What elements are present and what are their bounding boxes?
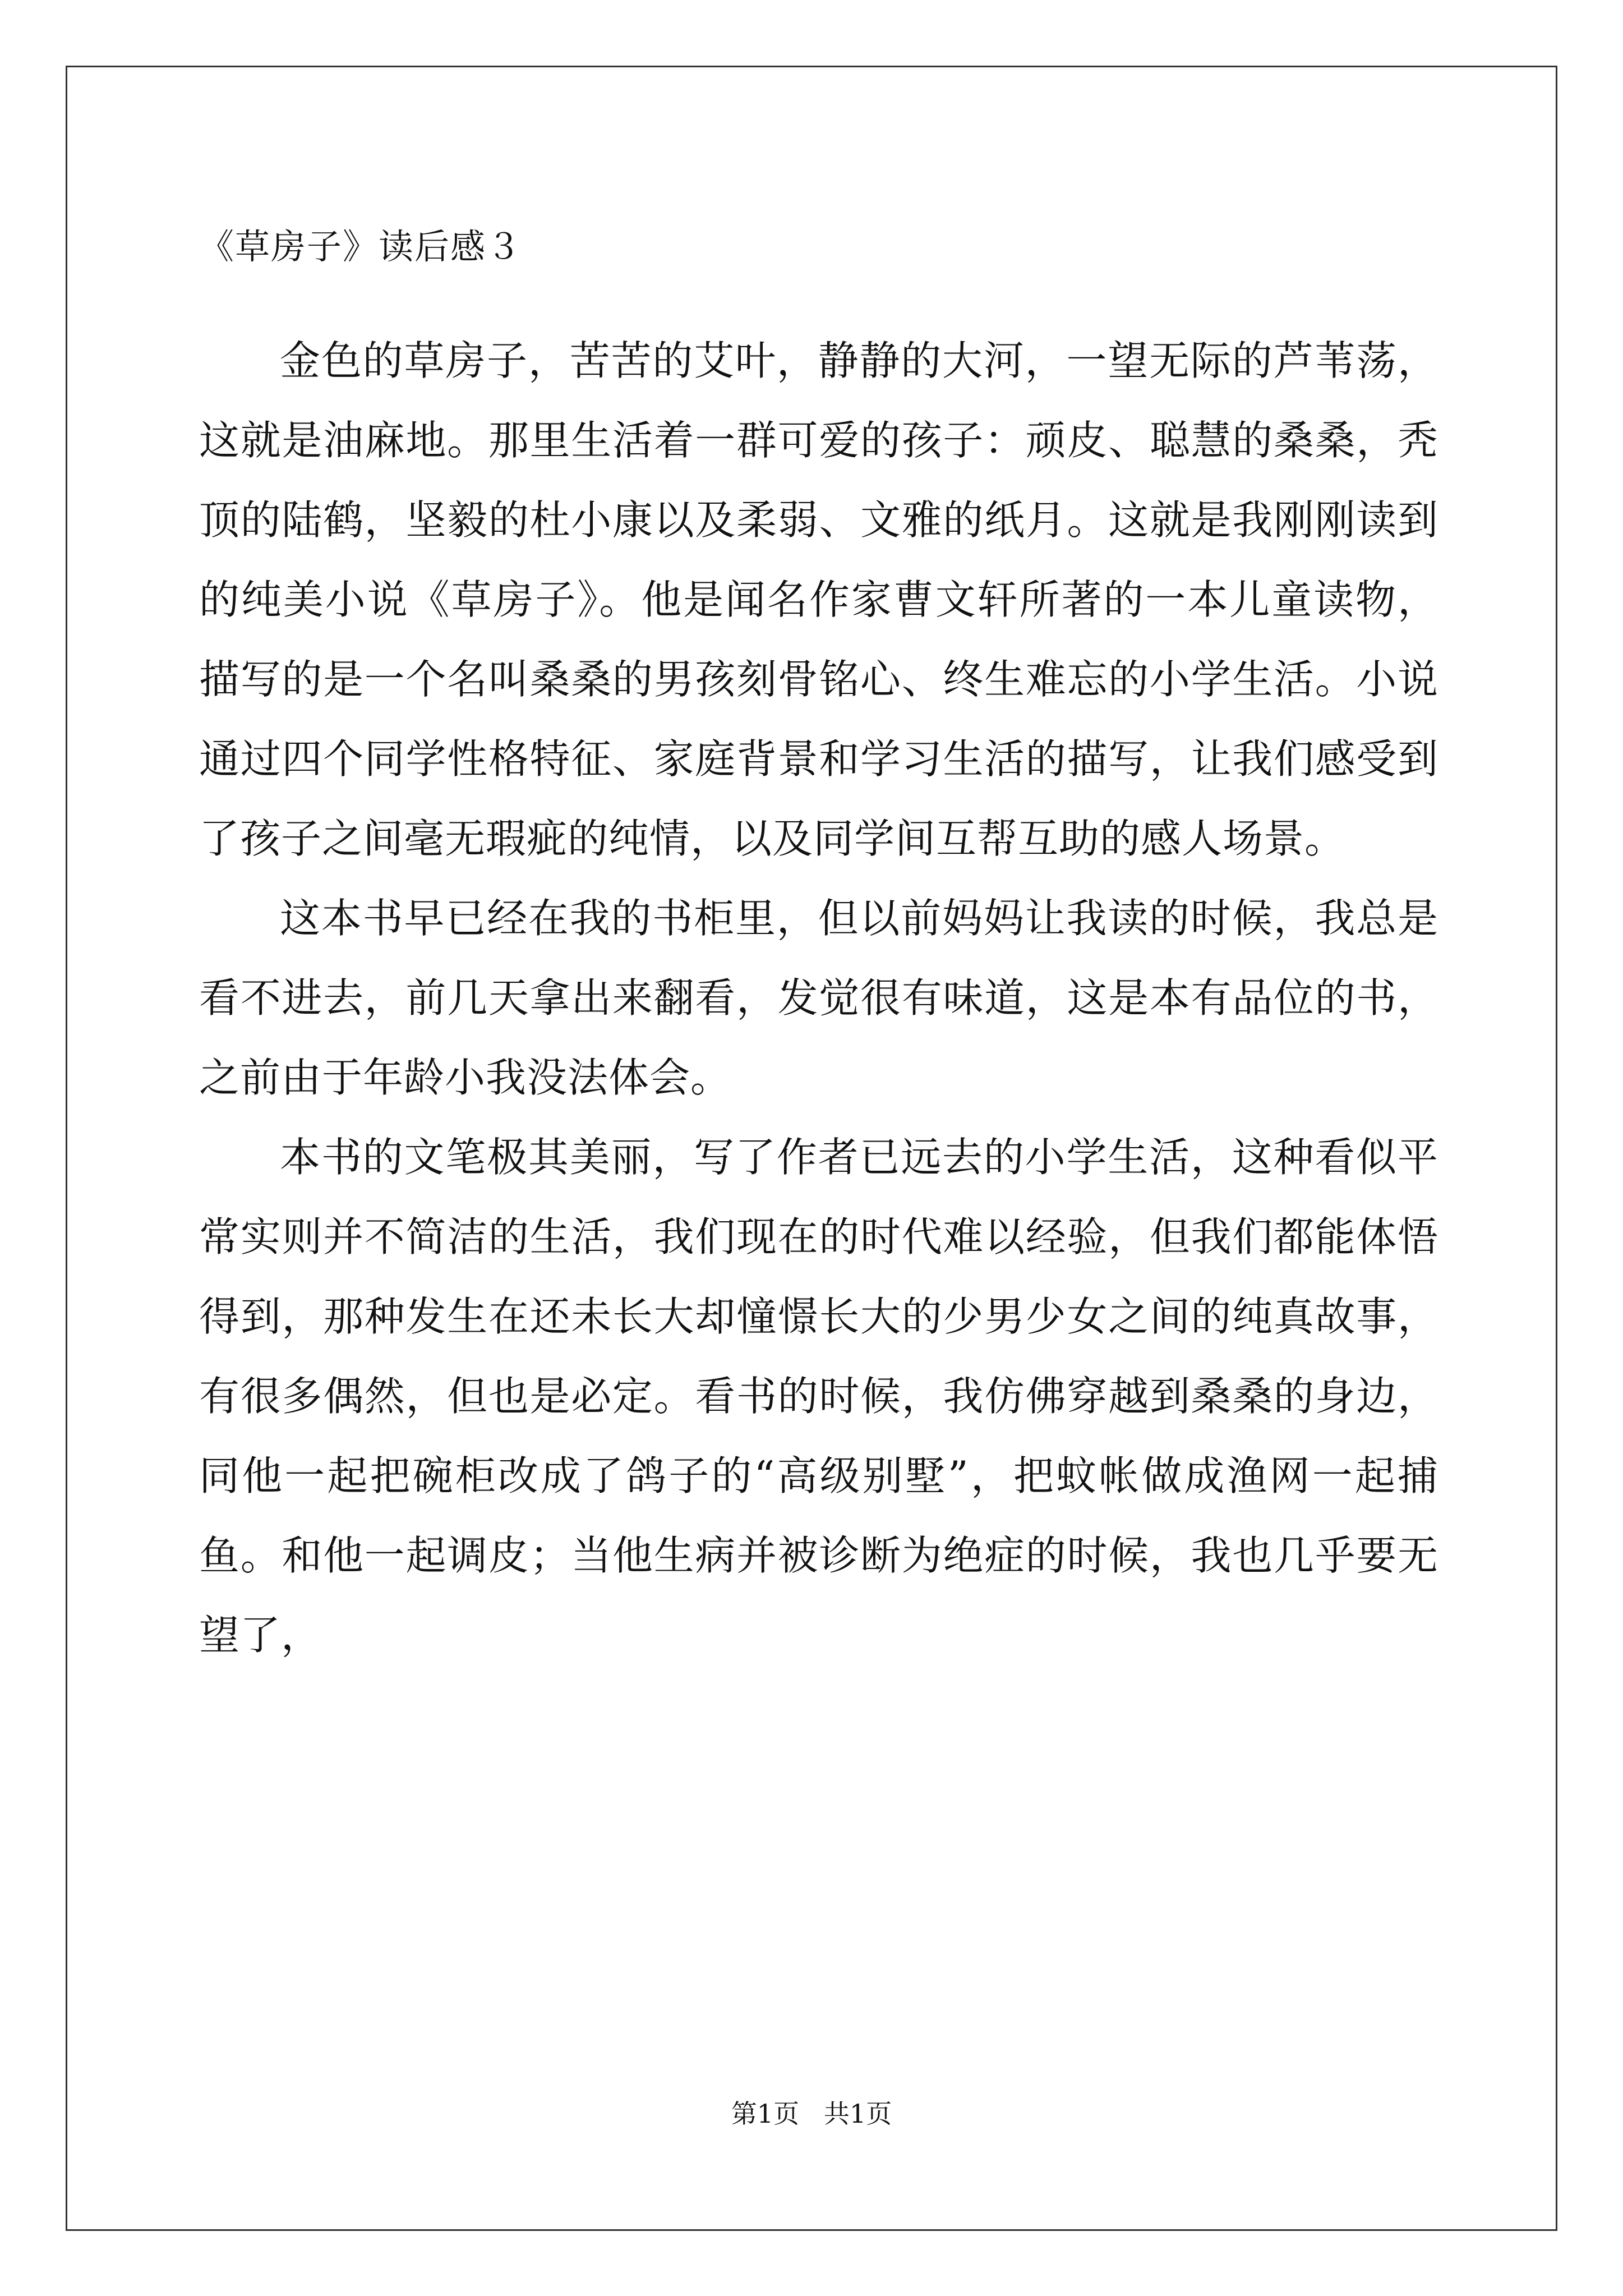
paragraph: 这本书早已经在我的书柜里，但以前妈妈让我读的时候，我总是看不进去，前几天拿出来翻看，发觉很有味道，这是本有品位的书，之前由于年龄小我没法体会。 (199, 895, 1438, 1101)
paragraph: 本书的文笔极其美丽，写了作者已远去的小学生活，这种看似平常实则并不简洁的生活，我们现在的时代难以经验，但我们都能体悟得到，那种发生在还未长大却憧憬长大的少男少女之间的纯真故事，有很多偶然，但也是必定。看书的时候，我仿佛穿越到桑桑的身边，同他一起把碗柜改成了鸽子的“高级别墅”，把蚊帐做成渔网一起捕鱼。和他一起调皮；当他生病并被诊断为绝症的时候，我也几乎要无望了， (199, 1134, 1438, 1659)
document-title: 《草房子》读后感３ (199, 226, 523, 267)
document-body (199, 219, 1438, 1675)
paragraph: 金色的草房子，苦苦的艾叶，静静的大河，一望无际的芦苇荡，这就是油麻地。那里生活着一群可爱的孩子：顽皮、聪慧的桑桑，秃顶的陆鹤，坚毅的杜小康以及柔弱、文雅的纸月。这就是我刚刚读到的纯美小说《草房子》。他是闻名作家曹文轩所著的一本儿童读物，描写的是一个名叫桑桑的男孩刻骨铭心、终生难忘的小学生活。小说通过四个同学性格特征、家庭背景和学习生活的描写，让我们感受到了孩子之间毫无瑕疵的纯情，以及同学间互帮互助的感人场景。 (199, 337, 1438, 862)
page-footer: 第1页 共1页 (731, 2099, 892, 2129)
